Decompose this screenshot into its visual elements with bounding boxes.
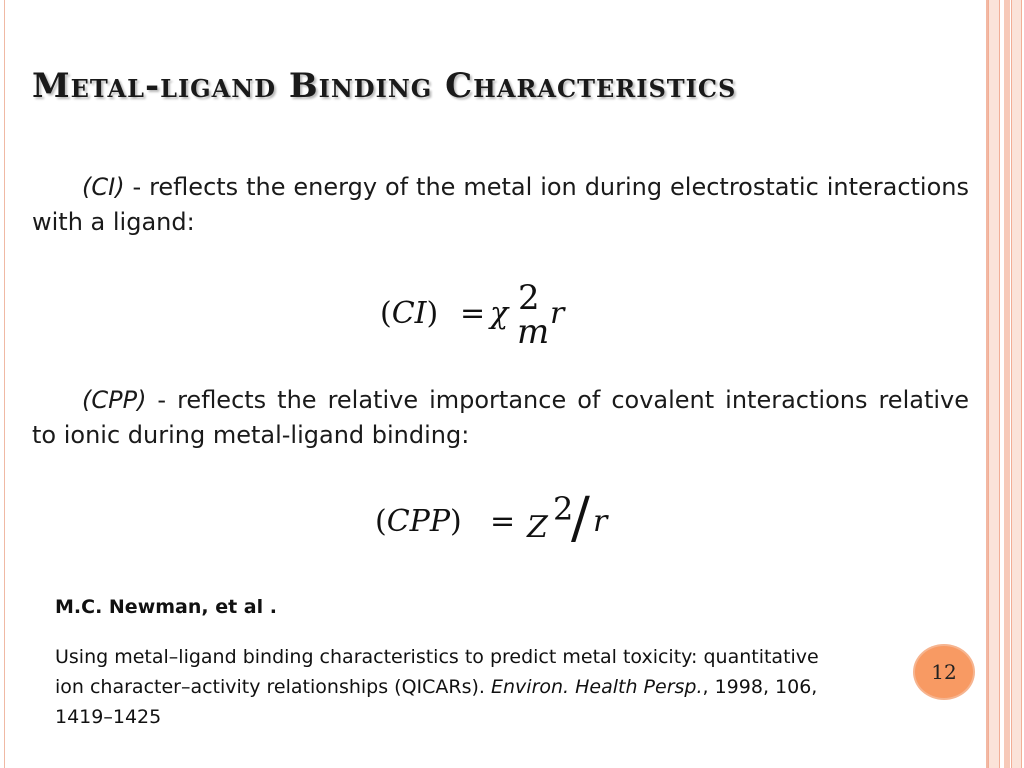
formula-lhs-text: CI [391, 296, 427, 331]
cpp-description: - reflects the relative importance of covalent interactions relative to ionic during metal-ligand binding: [32, 386, 969, 449]
slide-title: Metal-ligand Binding Characteristics [32, 66, 737, 106]
formula-r: r [550, 296, 565, 331]
cpp-paragraph [32, 383, 969, 453]
stripe [988, 0, 1000, 768]
formula-slash: / [571, 486, 590, 551]
citation-text [55, 642, 835, 732]
ci-description: - reflects the energy of the metal ion during electrostatic interactions with a ligand: [32, 173, 969, 236]
page-number-badge [915, 646, 973, 698]
left-border-line [4, 0, 5, 768]
citation-author: M.C. Newman, et al . [55, 596, 277, 618]
citation-title: Using metal–ligand binding characteristics to predict metal toxicity: quantitative ion character–activity relationships (QICARs). [55, 646, 819, 698]
ci-term: (CI) [82, 173, 125, 201]
formula-r: r [593, 504, 608, 539]
stripe [1011, 0, 1022, 768]
formula-subscript: m [517, 312, 550, 352]
formula-lhs-text: CPP [386, 504, 451, 539]
citation-journal: Environ. Health Persp. [491, 676, 703, 698]
cpp-formula [375, 488, 615, 558]
ci-paragraph [32, 170, 969, 240]
formula-equals: = [460, 296, 486, 331]
ci-formula [380, 278, 580, 352]
formula-z: Z [527, 510, 548, 545]
formula-lhs: (CPP) [375, 504, 462, 539]
formula-lhs: (CI) [380, 296, 439, 331]
formula-chi: χ [490, 296, 509, 331]
formula-superscript: 2 [518, 278, 540, 318]
formula-superscript: 2 [553, 490, 574, 528]
citation-details: , 1998, 106, 1419–1425 [55, 676, 818, 728]
page-number: 12 [931, 660, 957, 684]
decorative-stripes [984, 0, 1024, 768]
cpp-term: (CPP) [82, 386, 147, 414]
stripe [1004, 0, 1010, 768]
formula-equals: = [490, 504, 516, 539]
